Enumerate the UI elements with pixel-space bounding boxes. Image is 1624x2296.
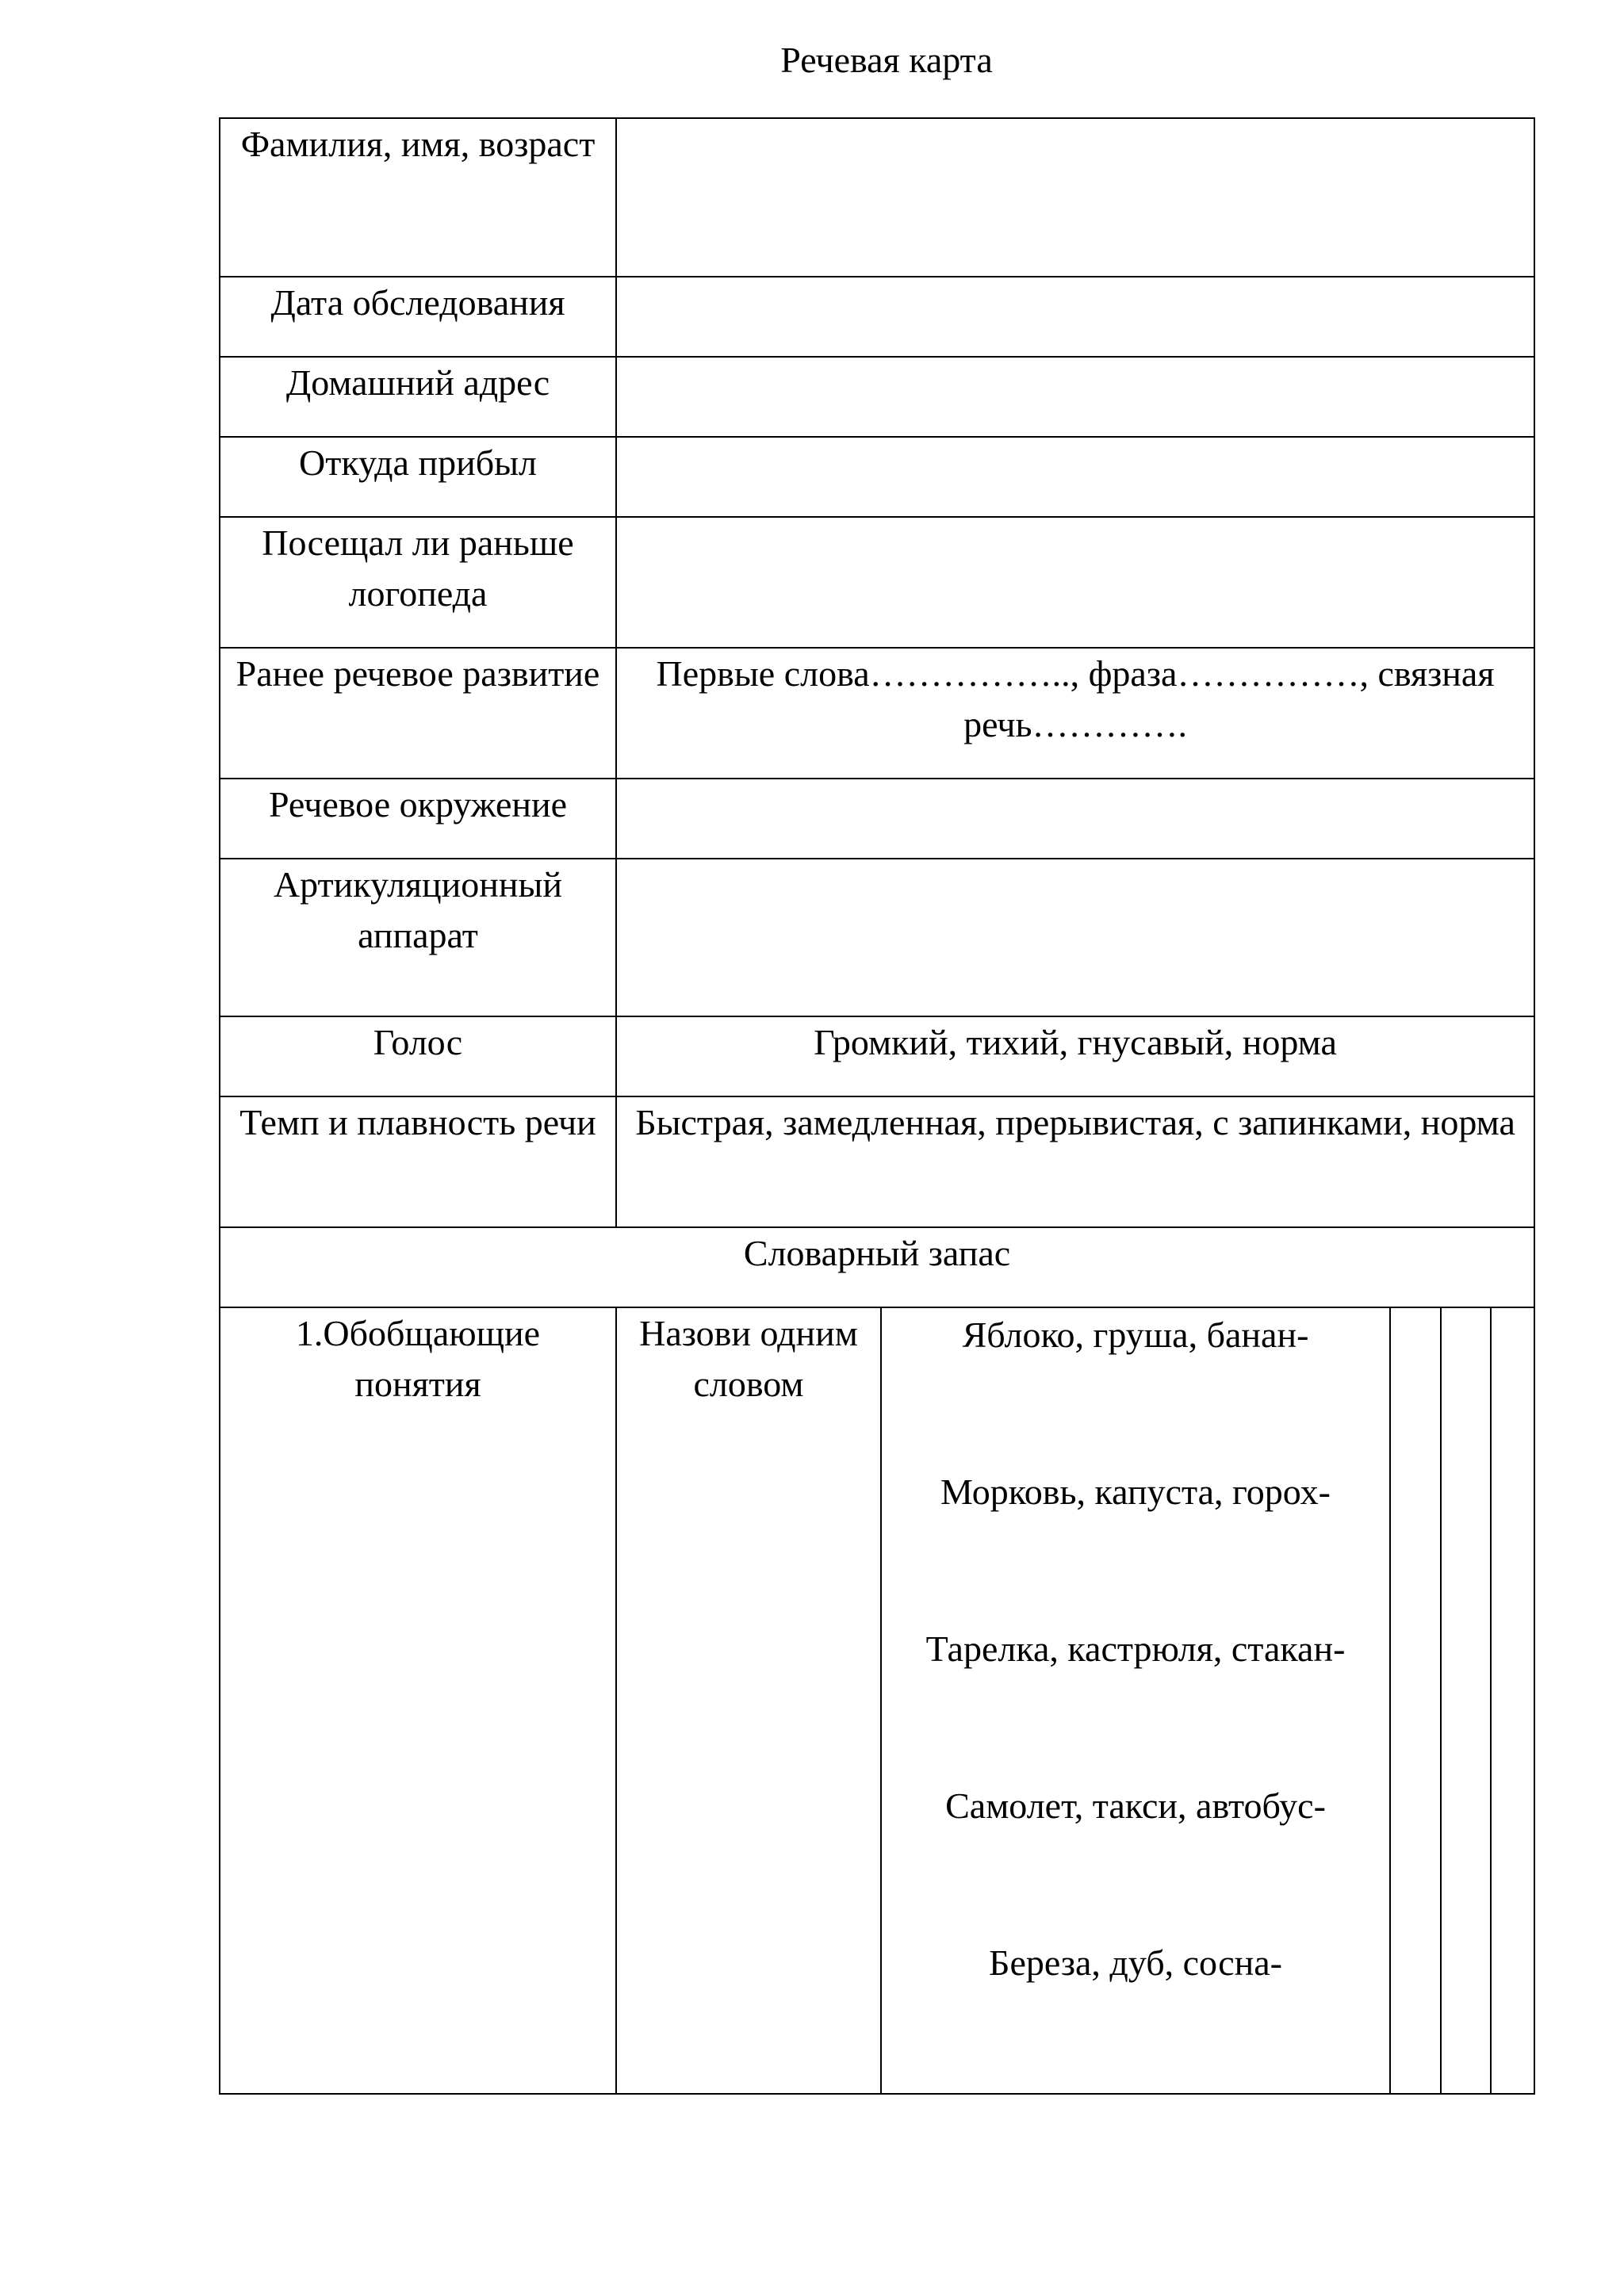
vocabulary-item: Морковь, капуста, горох- — [940, 1471, 1331, 1512]
field-early-speech: Первые слова…………….., фраза……………, связная речь…………. — [616, 648, 1534, 779]
vocabulary-item: Береза, дуб, сосна- — [989, 1942, 1282, 1983]
label-home-address: Домашний адрес — [220, 357, 616, 437]
row-vocabulary-generalizing — [220, 1307, 1534, 2094]
label-articulation: Артикуляционный аппарат — [220, 859, 616, 1016]
vocabulary-item: Тарелка, кастрюля, стакан- — [925, 1628, 1346, 1669]
document-title: Речевая карта — [780, 40, 993, 80]
field-visited-speech-therapist[interactable] — [616, 517, 1534, 648]
row-home-address — [220, 357, 1534, 437]
label-arrived-from: Откуда прибыл — [220, 437, 616, 517]
field-exam-date[interactable] — [616, 277, 1534, 357]
vocabulary-items-cell — [881, 1307, 1390, 2094]
field-home-address[interactable] — [616, 357, 1534, 437]
vocabulary-task: Назови одним словом — [616, 1307, 881, 2094]
row-articulation — [220, 859, 1534, 1016]
row-name-age — [220, 118, 1534, 277]
row-arrived-from — [220, 437, 1534, 517]
score-column-2[interactable] — [1441, 1307, 1491, 2094]
field-speech-environment[interactable] — [616, 779, 1534, 859]
row-early-speech — [220, 648, 1534, 779]
vocabulary-item: Яблоко, груша, банан- — [962, 1314, 1309, 1355]
label-tempo: Темп и плавность речи — [220, 1096, 616, 1227]
vocabulary-item: Самолет, такси, автобус- — [945, 1785, 1326, 1826]
label-voice: Голос — [220, 1016, 616, 1096]
vocabulary-items — [891, 1308, 1380, 2093]
row-speech-environment — [220, 779, 1534, 859]
label-exam-date: Дата обследования — [220, 277, 616, 357]
field-articulation[interactable] — [616, 859, 1534, 1016]
label-early-speech: Ранее речевое развитие — [220, 648, 616, 779]
row-visited-speech-therapist — [220, 517, 1534, 648]
field-arrived-from[interactable] — [616, 437, 1534, 517]
vocabulary-category: 1.Обобщающие понятия — [220, 1307, 616, 2094]
row-tempo — [220, 1096, 1534, 1227]
label-speech-environment: Речевое окружение — [220, 779, 616, 859]
speech-card-table — [219, 117, 1535, 2095]
row-voice — [220, 1016, 1534, 1096]
field-tempo: Быстрая, замедленная, прерывистая, с запинками, норма — [616, 1096, 1534, 1227]
section-title-vocabulary: Словарный запас — [220, 1227, 1534, 1307]
label-name-age: Фамилия, имя, возраст — [220, 118, 616, 277]
score-column-3[interactable] — [1491, 1307, 1534, 2094]
label-visited-speech-therapist: Посещал ли раньше логопеда — [220, 517, 616, 648]
field-name-age[interactable] — [616, 118, 1534, 277]
field-voice: Громкий, тихий, гнусавый, норма — [616, 1016, 1534, 1096]
score-column-1[interactable] — [1390, 1307, 1441, 2094]
row-vocabulary-header — [220, 1227, 1534, 1307]
row-exam-date — [220, 277, 1534, 357]
